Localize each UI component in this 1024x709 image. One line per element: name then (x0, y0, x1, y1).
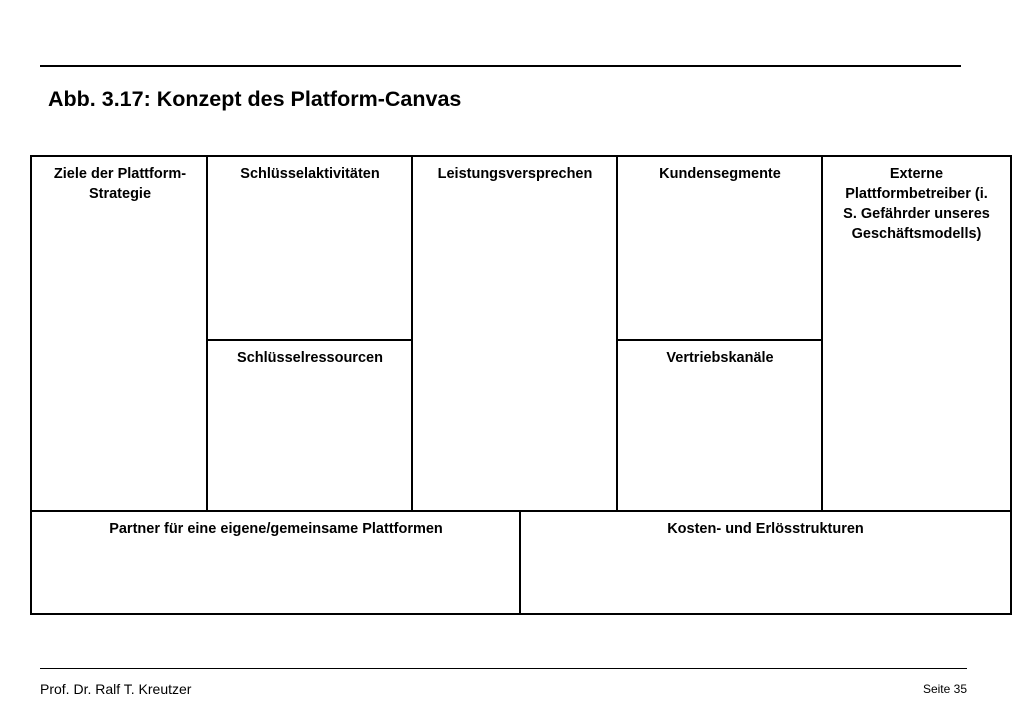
bottom-divider (40, 668, 967, 669)
customer-segments-label: Kundensegmente (659, 166, 781, 182)
value-proposition-label: Leistungsversprechen (437, 166, 593, 182)
value-proposition-box (411, 155, 619, 513)
external-operators-box (821, 155, 1012, 513)
cost-revenue-label: Kosten- und Erlösstrukturen (667, 521, 864, 537)
channels-box (616, 339, 824, 513)
key-resources-box (206, 339, 414, 513)
customer-segments-box (616, 155, 824, 342)
goals-label: Ziele der Plattform-Strategie (53, 166, 187, 202)
external-operators-label: Externe Plattformbetreiber (i. S. Gefährder unseres Geschäftsmodells) (843, 166, 990, 242)
footer-page-number: Seite 35 (922, 682, 967, 696)
goals-box (30, 155, 210, 513)
cost-revenue-box (519, 510, 1012, 615)
footer-author: Prof. Dr. Ralf T. Kreutzer (40, 681, 192, 697)
key-resources-label: Schlüsselressourcen (237, 350, 383, 366)
page-title: Abb. 3.17: Konzept des Platform-Canvas (48, 87, 462, 111)
partners-label: Partner für eine eigene/gemeinsame Plattformen (109, 521, 443, 537)
partners-box (30, 510, 522, 615)
key-activities-label: Schlüsselaktivitäten (240, 166, 380, 182)
channels-label: Vertriebskanäle (666, 350, 774, 366)
key-activities-box (206, 155, 414, 342)
